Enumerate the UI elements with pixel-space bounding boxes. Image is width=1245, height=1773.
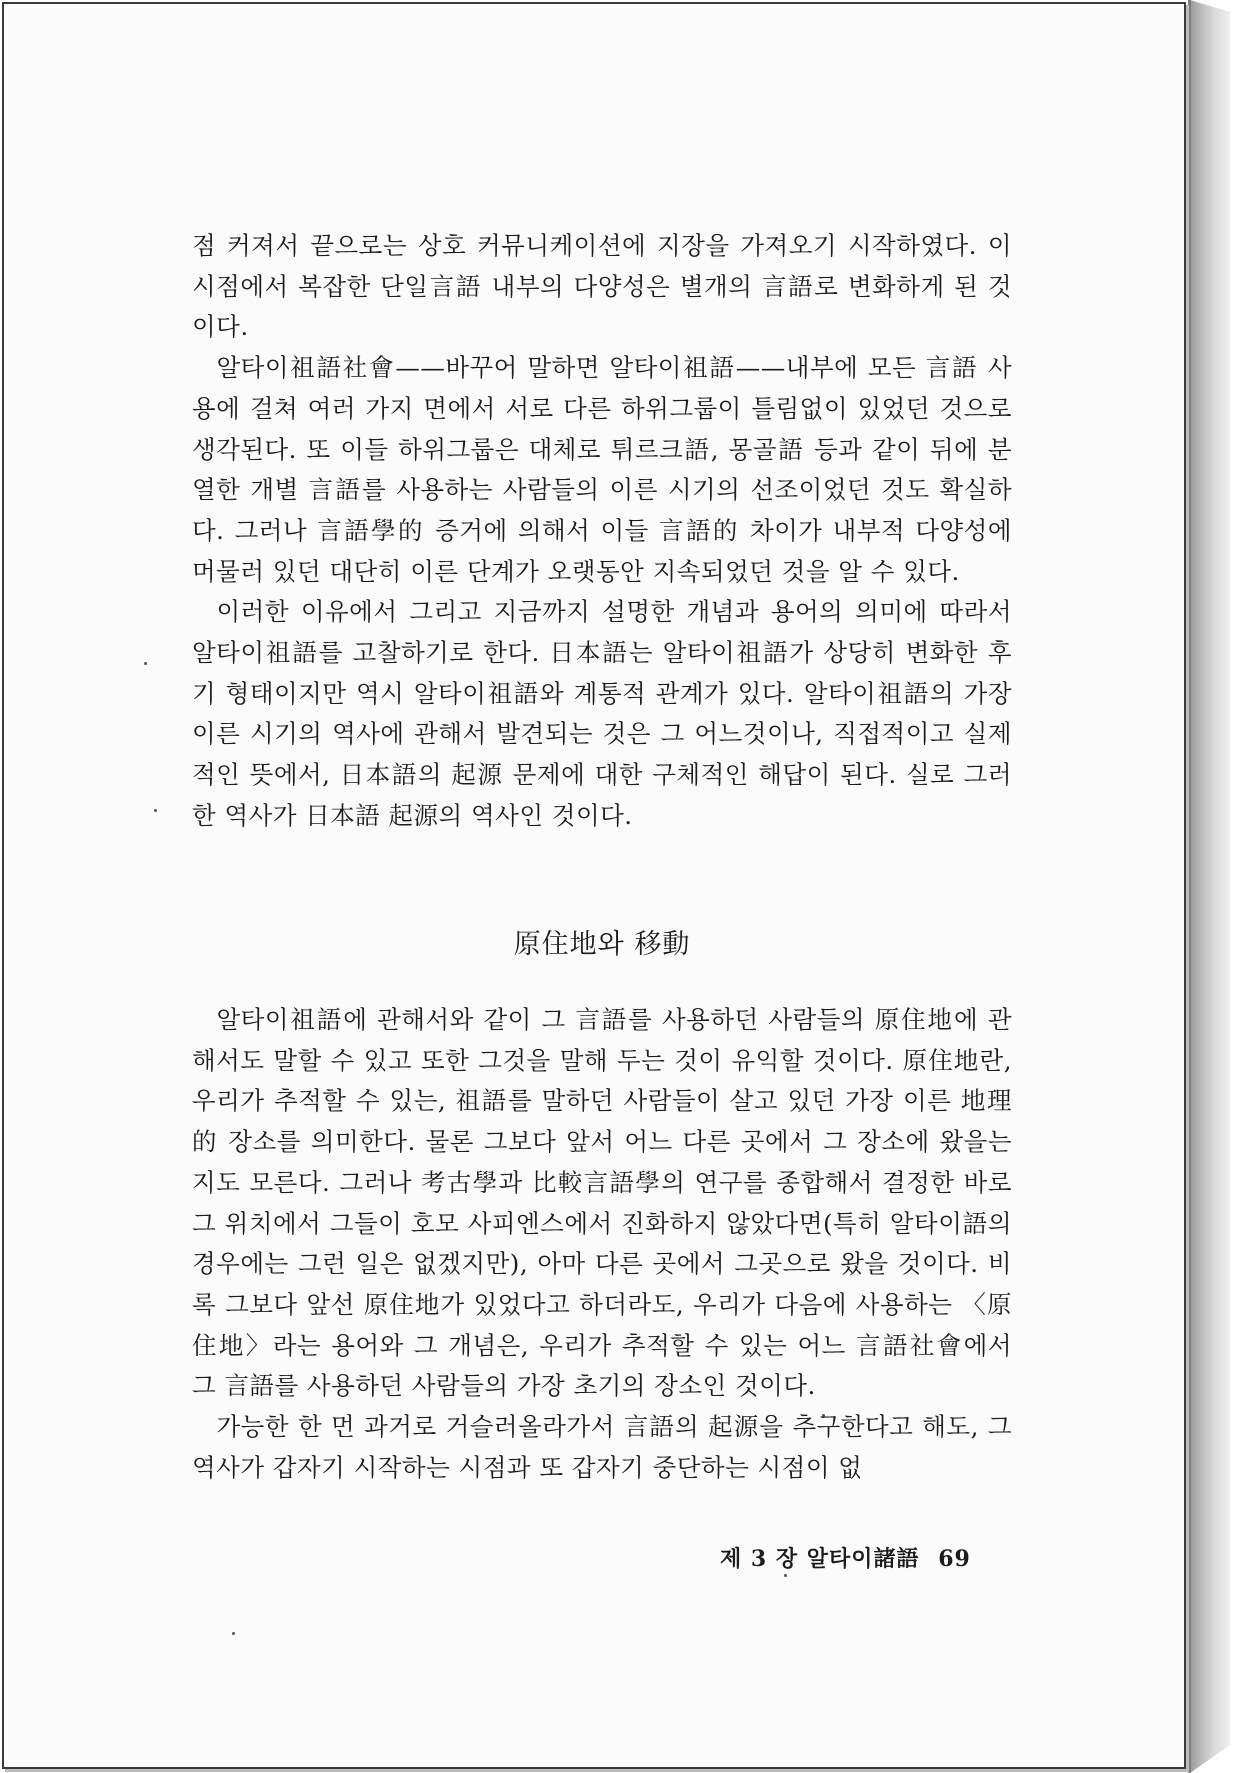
chapter-title: 제 3 장 알타이諸語 (720, 1546, 920, 1572)
scan-speck (784, 1574, 787, 1577)
scan-speck (144, 662, 147, 665)
body-text-upper (192, 226, 1012, 837)
paragraph: 알타이祖語에 관해서와 같이 그 言語를 사용하던 사람들의 原住地에 관해서도 말할 수 있고 또한 그것을 말해 두는 것이 유익할 것이다. 原住地란, 우리가 추적할 수 있는, 祖語를 말하던 사람들이 살고 있던 가장 이른 地理的 장소를 의미한다. 물론 그보다 앞서 어느 다른 곳에서 그 장소에 왔을는지도 모른다. 그러나 考古學과 比較言語學의 연구를 종합해서 결정한 바로 그 위치에서 그들이 호모 사피엔스에서 진화하지 않았다면(특히 알타이語의 경우에는 그런 일은 없겠지만), 아마 다른 곳에서 그곳으로 왔을 것이다. 비록 그보다 앞선 原住地가 있었다고 하더라도, 우리가 다음에 사용하는 〈原住地〉라는 용어와 그 개념은, 우리가 추적할 수 있는 어느 言語社會에서 그 言語를 사용하던 사람들의 가장 초기의 장소인 것이다. (192, 1005, 1012, 1401)
paragraph: 가능한 한 먼 과거로 거슬러올라가서 言語의 起源을 추구한다고 해도, 그 역사가 갑자기 시작하는 시점과 또 갑자기 중단하는 시점이 없 (192, 1412, 1012, 1482)
book-page-edge (1190, 0, 1230, 1773)
scan-speck (232, 1632, 235, 1635)
running-footer (720, 1542, 971, 1573)
scan-speck (154, 809, 157, 812)
paragraph: 알타이祖語社會——바꾸어 말하면 알타이祖語——내부에 모든 言語 사용에 걸쳐 여러 가지 면에서 서로 다른 하위그룹이 틀림없이 있었던 것으로 생각된다. 또 이들 하위그룹은 대체로 튀르크語, 몽골語 등과 같이 뒤에 분열한 개별 言語를 사용하는 사람들의 이른 시기의 선조이었던 것도 확실하다. 그러나 言語學的 증거에 의해서 이들 言語的 차이가 내부적 다양성에 머물러 있던 대단히 이른 단계가 오랫동안 지속되었던 것을 알 수 있다. (192, 353, 1012, 586)
book-edge-shadow (1188, 0, 1191, 1773)
paragraph: 이러한 이유에서 그리고 지금까지 설명한 개념과 용어의 의미에 따라서 알타이祖語를 고찰하기로 한다. 日本語는 알타이祖語가 상당히 변화한 후기 형태이지만 역시 알타이祖語와 계통적 관계가 있다. 알타이祖語의 가장 이른 시기의 역사에 관해서 발견되는 것은 그 어느것이나, 직접적이고 실제적인 뜻에서, 日本語의 起源 문제에 대한 구체적인 해답이 된다. 실로 그러한 역사가 日本語 起源의 역사인 것이다. (192, 597, 1012, 830)
page-number: 69 (938, 1546, 971, 1572)
body-text-lower (192, 1000, 1012, 1488)
section-heading: 原住地와 移動 (513, 929, 691, 960)
paragraph-continued: 점 커져서 끝으로는 상호 커뮤니케이션에 지장을 가져오기 시작하였다. 이 시점에서 복잡한 단일言語 내부의 다양성은 별개의 言語로 변화하게 된 것이다. (192, 231, 1012, 342)
